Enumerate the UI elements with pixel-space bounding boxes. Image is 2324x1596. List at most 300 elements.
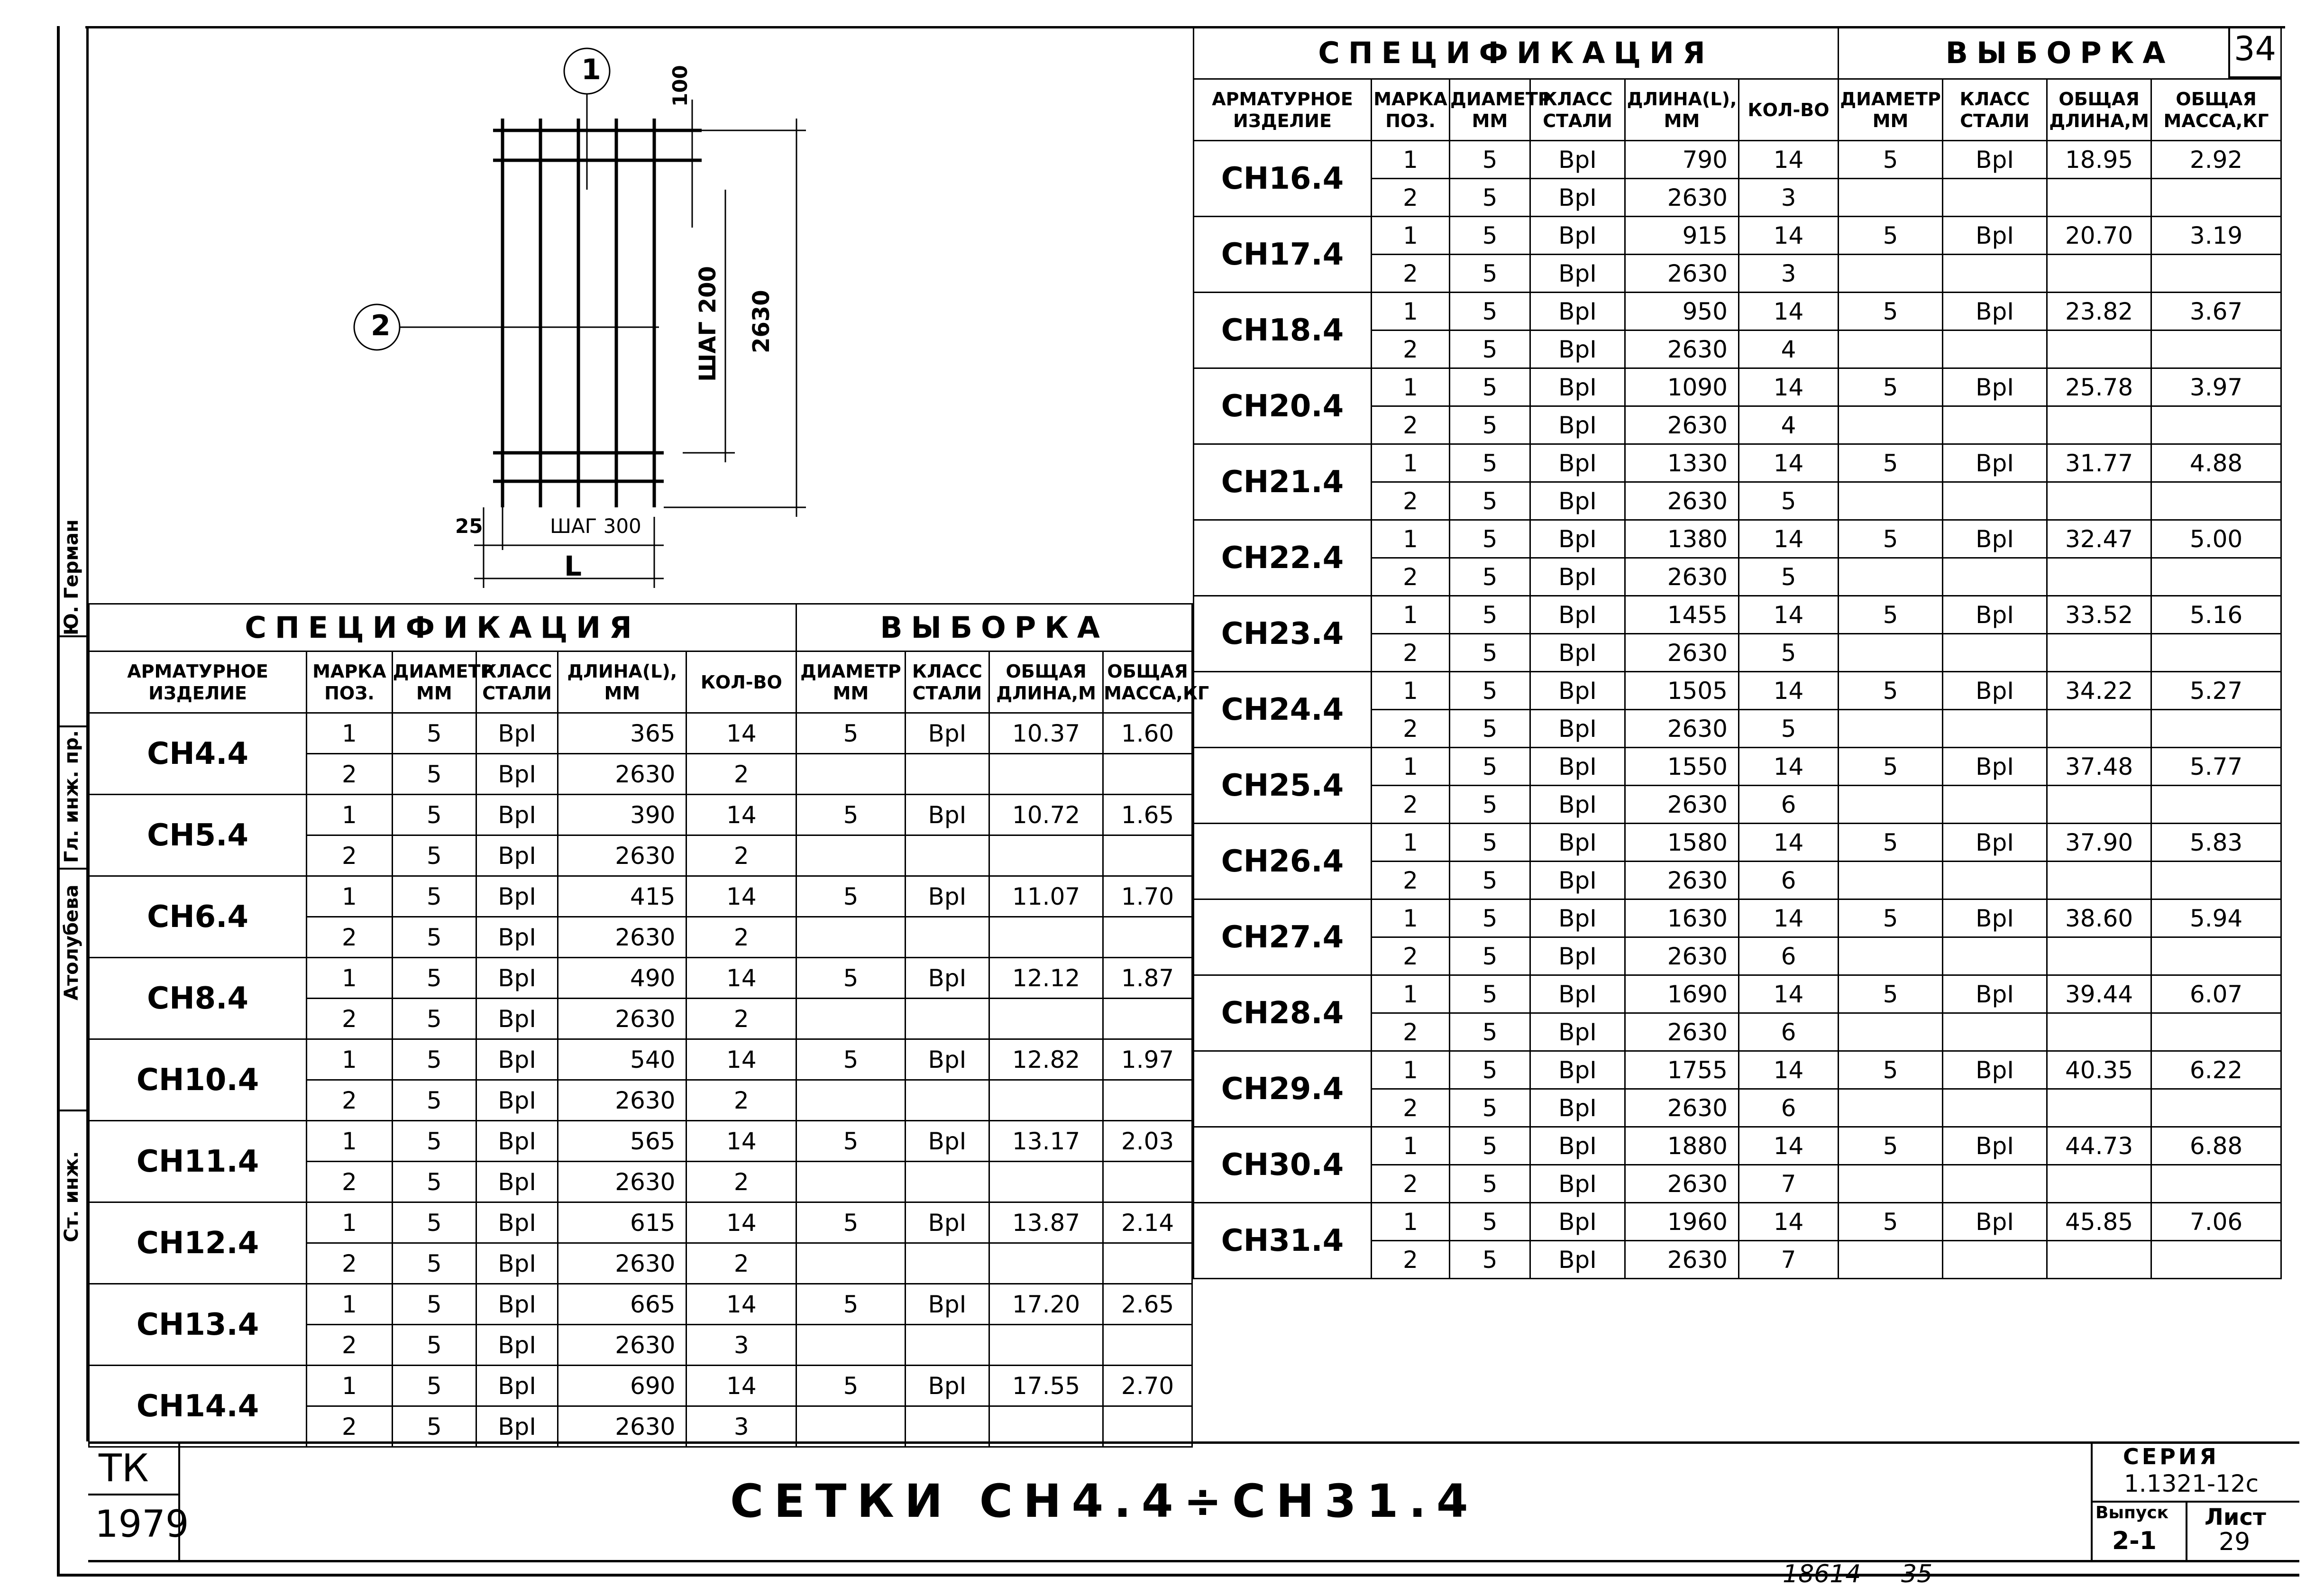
selection-diameter: 5 xyxy=(1839,444,1943,482)
empty-cell xyxy=(1103,835,1192,876)
empty-cell xyxy=(2151,1165,2281,1203)
selection-class: ВрI xyxy=(1943,748,2047,786)
position-mark: 1 xyxy=(1372,596,1450,634)
diameter: 5 xyxy=(1450,710,1530,748)
bar-length: 1630 xyxy=(1625,899,1739,937)
steel-class: ВрI xyxy=(1530,1013,1625,1051)
bar-length: 2630 xyxy=(558,999,686,1039)
steel-class: ВрI xyxy=(1530,293,1625,330)
quantity: 7 xyxy=(1739,1241,1839,1279)
quantity: 14 xyxy=(1739,672,1839,710)
diameter: 5 xyxy=(1450,179,1530,217)
steel-class: ВрI xyxy=(476,754,558,795)
empty-cell xyxy=(2151,406,2281,444)
quantity: 2 xyxy=(686,1243,796,1284)
empty-cell xyxy=(989,754,1103,795)
diameter: 5 xyxy=(1450,1051,1530,1089)
diameter: 5 xyxy=(392,1284,476,1325)
quantity: 14 xyxy=(686,1284,796,1325)
issue-label: Выпуск xyxy=(2095,1503,2169,1523)
position-mark: 2 xyxy=(307,1080,393,1121)
selection-diameter: 5 xyxy=(1839,520,1943,558)
bar-length: 2630 xyxy=(558,1406,686,1447)
steel-class: ВрI xyxy=(1530,1203,1625,1241)
position-mark: 2 xyxy=(1372,179,1450,217)
selection-class: ВрI xyxy=(1943,672,2047,710)
empty-cell xyxy=(2047,1089,2151,1127)
table-row xyxy=(89,1202,1192,1243)
empty-cell xyxy=(2047,330,2151,368)
quantity: 14 xyxy=(1739,217,1839,255)
steel-class: ВрI xyxy=(1530,975,1625,1013)
table-row xyxy=(1194,293,2281,330)
issue-divider xyxy=(2186,1501,2187,1560)
table-row xyxy=(1194,1203,2281,1241)
diameter: 5 xyxy=(1450,444,1530,482)
dim-length-label: 2630 xyxy=(748,290,775,353)
selection-diameter: 5 xyxy=(1839,672,1943,710)
table-row xyxy=(89,958,1192,999)
bar-length: 2630 xyxy=(1625,862,1739,899)
diameter: 5 xyxy=(1450,975,1530,1013)
empty-cell xyxy=(1943,255,2047,293)
position-mark: 1 xyxy=(307,958,393,999)
quantity: 14 xyxy=(686,1366,796,1406)
empty-cell xyxy=(1839,634,1943,672)
steel-class: ВрI xyxy=(1530,748,1625,786)
product-name: СН13.4 xyxy=(89,1284,307,1366)
total-mass: 6.07 xyxy=(2151,975,2281,1013)
empty-cell xyxy=(989,999,1103,1039)
steel-class: ВрI xyxy=(1530,1241,1625,1279)
diameter: 5 xyxy=(392,713,476,754)
empty-cell xyxy=(1943,862,2047,899)
bar-length: 2630 xyxy=(1625,786,1739,824)
diameter: 5 xyxy=(392,1039,476,1080)
product-name: СН24.4 xyxy=(1194,672,1372,748)
col-header-sel-class: КЛАСС СТАЛИ xyxy=(1943,79,2047,141)
bar-length: 2630 xyxy=(1625,482,1739,520)
bar-length: 2630 xyxy=(558,1243,686,1284)
col-header-length: ДЛИНА(L), ММ xyxy=(1625,79,1739,141)
bar-length: 2630 xyxy=(558,835,686,876)
diameter: 5 xyxy=(1450,899,1530,937)
quantity: 2 xyxy=(686,999,796,1039)
col-header-qty: КОЛ-ВО xyxy=(1739,79,1839,141)
total-mass: 1.97 xyxy=(1103,1039,1192,1080)
quantity: 14 xyxy=(1739,596,1839,634)
empty-cell xyxy=(2047,255,2151,293)
selection-diameter: 5 xyxy=(796,958,906,999)
steel-class: ВрI xyxy=(476,958,558,999)
selection-class: ВрI xyxy=(1943,520,2047,558)
quantity: 5 xyxy=(1739,558,1839,596)
total-mass: 1.60 xyxy=(1103,713,1192,754)
bar-length: 2630 xyxy=(1625,558,1739,596)
diameter: 5 xyxy=(1450,330,1530,368)
position-mark: 1 xyxy=(1372,293,1450,330)
empty-cell xyxy=(1943,179,2047,217)
bar-length: 365 xyxy=(558,713,686,754)
quantity: 14 xyxy=(1739,293,1839,330)
total-length: 25.78 xyxy=(2047,368,2151,406)
selection-diameter: 5 xyxy=(796,876,906,917)
bar-length: 1550 xyxy=(1625,748,1739,786)
position-mark: 2 xyxy=(307,1406,393,1447)
spec-group-header: СПЕЦИФИКАЦИЯ xyxy=(1194,27,1839,79)
quantity: 6 xyxy=(1739,786,1839,824)
quantity: 5 xyxy=(1739,482,1839,520)
selection-group-header: ВЫБОРКА xyxy=(1839,27,2281,79)
empty-cell xyxy=(2047,179,2151,217)
series-label: СЕРИЯ xyxy=(2123,1444,2219,1469)
position-mark: 1 xyxy=(307,1284,393,1325)
quantity: 14 xyxy=(1739,444,1839,482)
selection-diameter: 5 xyxy=(1839,596,1943,634)
quantity: 14 xyxy=(1739,520,1839,558)
steel-class: ВрI xyxy=(1530,141,1625,179)
col-header-mark: МАРКА ПОЗ. xyxy=(307,651,393,713)
stamp-role-2: Гл. инж. пр. xyxy=(61,730,82,863)
empty-cell xyxy=(989,835,1103,876)
position-mark: 2 xyxy=(307,999,393,1039)
steel-class: ВрI xyxy=(1530,824,1625,862)
position-mark: 2 xyxy=(1372,1089,1450,1127)
bar-length: 2630 xyxy=(1625,1013,1739,1051)
col-header-total-mass: ОБЩАЯ МАССА,КГ xyxy=(1103,651,1192,713)
selection-diameter: 5 xyxy=(1839,293,1943,330)
bar-length: 2630 xyxy=(558,1162,686,1202)
col-header-mark: МАРКА ПОЗ. xyxy=(1372,79,1450,141)
diameter: 5 xyxy=(1450,786,1530,824)
total-length: 33.52 xyxy=(2047,596,2151,634)
empty-cell xyxy=(2047,1241,2151,1279)
product-name: СН10.4 xyxy=(89,1039,307,1121)
bar-length: 2630 xyxy=(1625,330,1739,368)
position-mark: 2 xyxy=(307,1325,393,1366)
steel-class: ВрI xyxy=(476,1039,558,1080)
selection-class: ВрI xyxy=(905,876,989,917)
quantity: 3 xyxy=(1739,255,1839,293)
total-length: 23.82 xyxy=(2047,293,2151,330)
selection-class: ВрI xyxy=(1943,975,2047,1013)
bar-length: 540 xyxy=(558,1039,686,1080)
steel-class: ВрI xyxy=(1530,1127,1625,1165)
selection-diameter: 5 xyxy=(1839,975,1943,1013)
quantity: 14 xyxy=(686,958,796,999)
selection-diameter: 5 xyxy=(796,795,906,835)
bar-length: 1690 xyxy=(1625,975,1739,1013)
diameter: 5 xyxy=(1450,634,1530,672)
position-mark: 1 xyxy=(307,876,393,917)
diameter: 5 xyxy=(1450,482,1530,520)
col-header-qty: КОЛ-ВО xyxy=(686,651,796,713)
table-row xyxy=(1194,217,2281,255)
empty-cell xyxy=(2151,330,2281,368)
steel-class: ВрI xyxy=(1530,406,1625,444)
product-name: СН6.4 xyxy=(89,876,307,958)
total-mass: 5.77 xyxy=(2151,748,2281,786)
quantity: 14 xyxy=(686,1202,796,1243)
empty-cell xyxy=(796,1406,906,1447)
steel-class: ВрI xyxy=(1530,520,1625,558)
position-mark: 2 xyxy=(307,917,393,958)
empty-cell xyxy=(2047,937,2151,975)
quantity: 14 xyxy=(1739,748,1839,786)
total-mass: 4.88 xyxy=(2151,444,2281,482)
product-name: СН20.4 xyxy=(1194,368,1372,444)
selection-class: ВрI xyxy=(1943,1127,2047,1165)
diameter: 5 xyxy=(1450,937,1530,975)
issue-value: 2-1 xyxy=(2112,1527,2157,1555)
steel-class: ВрI xyxy=(1530,255,1625,293)
total-length: 37.90 xyxy=(2047,824,2151,862)
position-mark: 2 xyxy=(1372,558,1450,596)
bar-length: 2630 xyxy=(1625,179,1739,217)
quantity: 14 xyxy=(1739,141,1839,179)
position-mark: 1 xyxy=(1372,748,1450,786)
diameter: 5 xyxy=(392,958,476,999)
quantity: 14 xyxy=(686,876,796,917)
sheet-label: Лист xyxy=(2205,1504,2266,1531)
empty-cell xyxy=(989,1325,1103,1366)
product-name: СН28.4 xyxy=(1194,975,1372,1051)
diameter: 5 xyxy=(1450,1165,1530,1203)
empty-cell xyxy=(2151,710,2281,748)
empty-cell xyxy=(989,1162,1103,1202)
empty-cell xyxy=(796,835,906,876)
quantity: 4 xyxy=(1739,330,1839,368)
steel-class: ВрI xyxy=(1530,217,1625,255)
bar-length: 415 xyxy=(558,876,686,917)
total-length: 10.72 xyxy=(989,795,1103,835)
quantity: 14 xyxy=(686,1121,796,1162)
diameter: 5 xyxy=(392,795,476,835)
selection-class: ВрI xyxy=(1943,1203,2047,1241)
selection-diameter: 5 xyxy=(1839,1203,1943,1241)
empty-cell xyxy=(1839,1089,1943,1127)
bar-length: 950 xyxy=(1625,293,1739,330)
empty-cell xyxy=(2151,1089,2281,1127)
steel-class: ВрI xyxy=(1530,937,1625,975)
empty-cell xyxy=(1839,255,1943,293)
total-length: 10.37 xyxy=(989,713,1103,754)
diameter: 5 xyxy=(392,1325,476,1366)
steel-class: ВрI xyxy=(476,1162,558,1202)
selection-diameter: 5 xyxy=(1839,899,1943,937)
total-length: 40.35 xyxy=(2047,1051,2151,1089)
col-header-length: ДЛИНА(L), ММ xyxy=(558,651,686,713)
stamp-name-1: Атолубева xyxy=(61,884,82,1000)
quantity: 6 xyxy=(1739,1013,1839,1051)
diameter: 5 xyxy=(392,1162,476,1202)
bar-length: 2630 xyxy=(1625,406,1739,444)
empty-cell xyxy=(1943,937,2047,975)
position-mark: 1 xyxy=(1372,1127,1450,1165)
empty-cell xyxy=(1103,1406,1192,1447)
callout-2-label: 2 xyxy=(371,309,391,342)
steel-class: ВрI xyxy=(476,795,558,835)
diameter: 5 xyxy=(392,835,476,876)
empty-cell xyxy=(1839,179,1943,217)
empty-cell xyxy=(1839,1241,1943,1279)
right-spec-table xyxy=(1193,26,2282,1279)
selection-diameter: 5 xyxy=(796,1366,906,1406)
quantity: 14 xyxy=(1739,824,1839,862)
selection-class: ВрI xyxy=(1943,899,2047,937)
steel-class: ВрI xyxy=(476,1325,558,1366)
empty-cell xyxy=(905,1080,989,1121)
steel-class: ВрI xyxy=(476,1366,558,1406)
steel-class: ВрI xyxy=(1530,1089,1625,1127)
stamp-divider xyxy=(57,1110,86,1111)
empty-cell xyxy=(2151,255,2281,293)
bar-length: 915 xyxy=(1625,217,1739,255)
total-length: 12.12 xyxy=(989,958,1103,999)
empty-cell xyxy=(2047,862,2151,899)
total-mass: 1.87 xyxy=(1103,958,1192,999)
col-header-total-length: ОБЩАЯ ДЛИНА,М xyxy=(989,651,1103,713)
product-name: СН26.4 xyxy=(1194,824,1372,899)
empty-cell xyxy=(905,917,989,958)
bar-length: 2630 xyxy=(1625,634,1739,672)
table-row xyxy=(89,713,1192,754)
selection-class: ВрI xyxy=(1943,293,2047,330)
empty-cell xyxy=(1103,917,1192,958)
empty-cell xyxy=(1839,406,1943,444)
total-mass: 5.16 xyxy=(2151,596,2281,634)
position-mark: 1 xyxy=(1372,975,1450,1013)
position-mark: 1 xyxy=(307,1121,393,1162)
table-row xyxy=(1194,444,2281,482)
col-header-sel-class: КЛАСС СТАЛИ xyxy=(905,651,989,713)
selection-diameter: 5 xyxy=(1839,217,1943,255)
empty-cell xyxy=(1839,862,1943,899)
total-length: 12.82 xyxy=(989,1039,1103,1080)
series-divider xyxy=(2091,1501,2299,1503)
diameter: 5 xyxy=(392,1121,476,1162)
bar-length: 2630 xyxy=(558,1325,686,1366)
empty-cell xyxy=(2047,558,2151,596)
col-header-sel-diameter: ДИАМЕТР ММ xyxy=(1839,79,1943,141)
position-mark: 1 xyxy=(1372,444,1450,482)
stamp-role-1: Ст. инж. xyxy=(61,1151,82,1242)
empty-cell xyxy=(905,1243,989,1284)
bar-length: 2630 xyxy=(558,917,686,958)
quantity: 3 xyxy=(1739,179,1839,217)
selection-diameter: 5 xyxy=(796,1039,906,1080)
table-row xyxy=(1194,899,2281,937)
total-length: 31.77 xyxy=(2047,444,2151,482)
total-length: 38.60 xyxy=(2047,899,2151,937)
empty-cell xyxy=(2151,1241,2281,1279)
selection-diameter: 5 xyxy=(1839,1051,1943,1089)
steel-class: ВрI xyxy=(1530,330,1625,368)
total-mass: 2.70 xyxy=(1103,1366,1192,1406)
product-name: СН5.4 xyxy=(89,795,307,876)
empty-cell xyxy=(2151,786,2281,824)
steel-class: ВрI xyxy=(1530,634,1625,672)
empty-cell xyxy=(1943,1165,2047,1203)
steel-class: ВрI xyxy=(1530,368,1625,406)
archive-number: 18614 xyxy=(1783,1560,1861,1588)
empty-cell xyxy=(2047,710,2151,748)
steel-class: ВрI xyxy=(476,713,558,754)
product-name: СН11.4 xyxy=(89,1121,307,1202)
selection-class: ВрI xyxy=(905,958,989,999)
product-name: СН21.4 xyxy=(1194,444,1372,520)
bar-length: 665 xyxy=(558,1284,686,1325)
position-mark: 1 xyxy=(307,1039,393,1080)
col-header-diameter: ДИАМЕТР ММ xyxy=(1450,79,1530,141)
empty-cell xyxy=(796,1162,906,1202)
selection-class: ВрI xyxy=(905,1121,989,1162)
total-mass: 5.27 xyxy=(2151,672,2281,710)
total-length: 32.47 xyxy=(2047,520,2151,558)
total-mass: 1.70 xyxy=(1103,876,1192,917)
steel-class: ВрI xyxy=(1530,1051,1625,1089)
diameter: 5 xyxy=(1450,558,1530,596)
diameter: 5 xyxy=(392,876,476,917)
total-mass: 3.67 xyxy=(2151,293,2281,330)
empty-cell xyxy=(2151,558,2281,596)
position-mark: 1 xyxy=(1372,217,1450,255)
position-mark: 2 xyxy=(1372,1013,1450,1051)
empty-cell xyxy=(2047,634,2151,672)
position-mark: 1 xyxy=(1372,520,1450,558)
quantity: 2 xyxy=(686,1162,796,1202)
sheet-title: СЕТКИ СН4.4÷СН31.4 xyxy=(730,1475,1479,1528)
bar-length: 615 xyxy=(558,1202,686,1243)
empty-cell xyxy=(796,1243,906,1284)
quantity: 14 xyxy=(1739,368,1839,406)
diameter: 5 xyxy=(1450,1013,1530,1051)
product-name: СН4.4 xyxy=(89,713,307,795)
diameter: 5 xyxy=(1450,255,1530,293)
position-mark: 1 xyxy=(1372,1203,1450,1241)
steel-class: ВрI xyxy=(1530,596,1625,634)
bar-length: 2630 xyxy=(558,754,686,795)
selection-class: ВрI xyxy=(905,713,989,754)
selection-class: ВрI xyxy=(1943,596,2047,634)
org-code: ТК xyxy=(99,1446,149,1490)
position-mark: 1 xyxy=(1372,141,1450,179)
selection-class: ВрI xyxy=(1943,141,2047,179)
empty-cell xyxy=(1839,482,1943,520)
selection-diameter: 5 xyxy=(796,713,906,754)
total-length: 18.95 xyxy=(2047,141,2151,179)
empty-cell xyxy=(1839,710,1943,748)
table-row xyxy=(1194,520,2281,558)
empty-cell xyxy=(1103,1162,1192,1202)
col-header-steel-class: КЛАСС СТАЛИ xyxy=(476,651,558,713)
bar-length: 2630 xyxy=(1625,1165,1739,1203)
empty-cell xyxy=(1839,558,1943,596)
empty-cell xyxy=(2047,1165,2151,1203)
empty-cell xyxy=(1943,1013,2047,1051)
diameter: 5 xyxy=(1450,406,1530,444)
table-row xyxy=(89,876,1192,917)
empty-cell xyxy=(905,999,989,1039)
steel-class: ВрI xyxy=(1530,179,1625,217)
col-header-total-length: ОБЩАЯ ДЛИНА,М xyxy=(2047,79,2151,141)
diameter: 5 xyxy=(1450,1203,1530,1241)
table-row xyxy=(1194,975,2281,1013)
col-header-product: АРМАТУРНОЕ ИЗДЕЛИЕ xyxy=(89,651,307,713)
steel-class: ВрI xyxy=(1530,899,1625,937)
empty-cell xyxy=(2047,406,2151,444)
product-name: СН29.4 xyxy=(1194,1051,1372,1127)
